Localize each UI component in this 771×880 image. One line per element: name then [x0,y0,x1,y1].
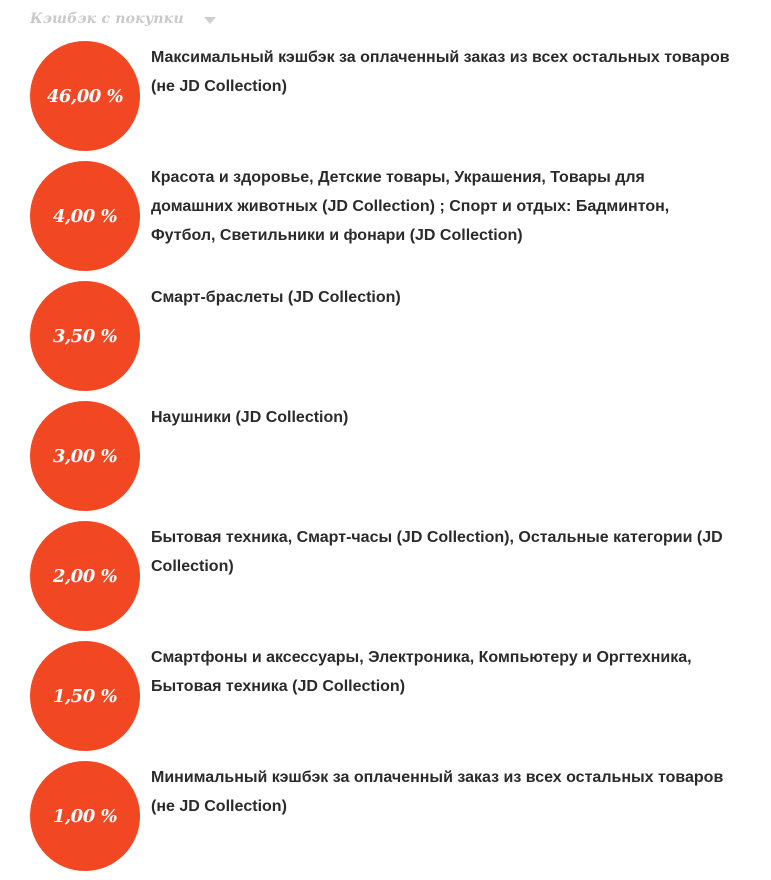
cashback-rate-item [30,40,750,160]
cashback-section-title: Кэшбэк с покупки [30,11,184,27]
cashback-rate-badge [30,401,140,511]
cashback-rate-badge [30,161,140,271]
cashback-rate-description: Смарт-браслеты (JD Collection) [151,289,401,306]
cashback-rate-item [30,520,750,640]
cashback-rate-item [30,160,750,280]
cashback-rate-badge [30,761,140,871]
cashback-rate-item [30,760,750,880]
cashback-rate-description: Бытовая техника, Смарт-часы (JD Collection), Остальные категории (JD Collection) [151,529,723,575]
cashback-rate-value: 4,00 % [52,205,118,227]
cashback-rate-item [30,280,750,400]
cashback-rate-value: 46,00 % [46,85,124,107]
cashback-rate-badge [30,641,140,751]
cashback-rate-badge [30,41,140,151]
cashback-rate-description: Смартфоны и аксессуары, Электроника, Компьютеру и Оргтехника, Бытовая техника (JD Collection) [151,649,692,695]
cashback-rate-value: 2,00 % [52,565,118,587]
caret-down-icon[interactable] [204,17,216,24]
cashback-rate-item [30,640,750,760]
cashback-rate-value: 1,50 % [52,685,118,707]
cashback-rate-description: Минимальный кэшбэк за оплаченный заказ из всех остальных товаров (не JD Collection) [151,769,724,815]
cashback-rate-value: 3,00 % [52,445,118,467]
cashback-rate-description: Наушники (JD Collection) [151,409,349,426]
cashback-rate-value: 1,00 % [52,805,118,827]
cashback-rate-badge [30,281,140,391]
cashback-rate-description: Максимальный кэшбэк за оплаченный заказ из всех остальных товаров (не JD Collection) [151,49,730,95]
cashback-rate-item [30,400,750,520]
cashback-rate-value: 3,50 % [52,325,118,347]
cashback-rate-description: Красота и здоровье, Детские товары, Украшения, Товары для домашних животных (JD Collection) ; Спорт и отдых: Бадминтон, Футбол, Светильники и фонари (JD Collection) [151,169,670,244]
cashback-dropdown-toggle[interactable] [30,8,216,30]
cashback-rate-badge [30,521,140,631]
cashback-rate-list [30,40,750,880]
